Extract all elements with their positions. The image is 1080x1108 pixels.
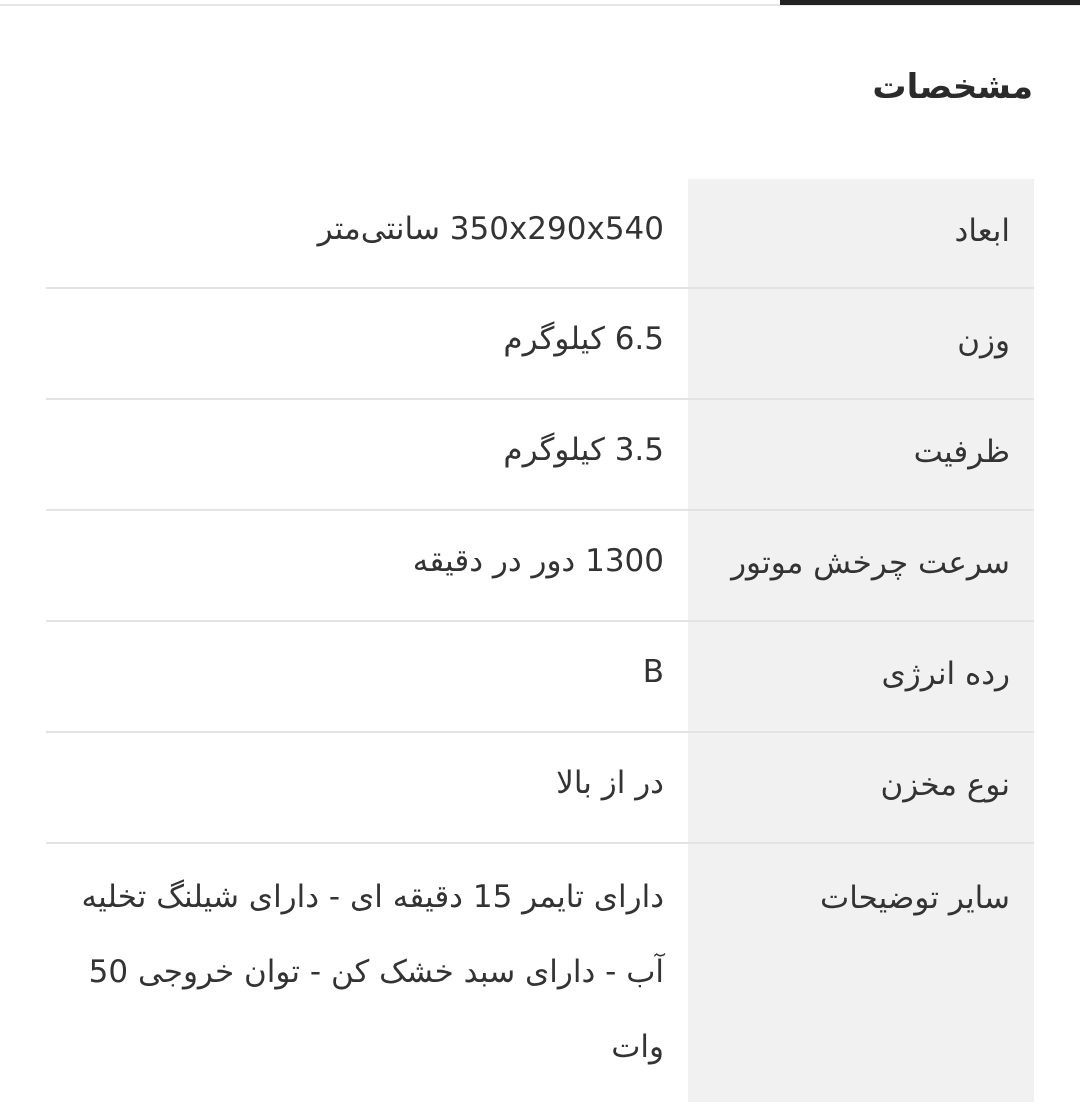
spec-label: وزن — [688, 289, 1034, 398]
spec-label: ظرفیت — [688, 400, 1034, 509]
spec-value: B — [642, 654, 664, 690]
spec-label: سرعت چرخش موتور — [688, 511, 1034, 620]
spec-value: دارای تایمر 15 دقیقه ای - دارای شیلنگ تخلیه آب - دارای سبد خشک کن - توان خروجی 50 وات — [81, 879, 664, 1065]
spec-label: نوع مخزن — [688, 733, 1034, 842]
spec-row-dimensions — [46, 179, 1034, 289]
spec-value: 3.5 کیلوگرم — [503, 432, 664, 468]
spec-label: سایر توضیحات — [688, 844, 1034, 1102]
spec-value: 1300 دور در دقیقه — [412, 543, 664, 579]
spec-row-energy-class — [46, 622, 1034, 733]
active-tab-indicator[interactable] — [780, 0, 1080, 5]
spec-value: 6.5 کیلوگرم — [503, 321, 664, 357]
spec-row-capacity — [46, 400, 1034, 511]
spec-row-tank-type — [46, 733, 1034, 844]
section-title: مشخصات — [872, 67, 1033, 107]
spec-label: ابعاد — [688, 179, 1034, 287]
spec-label: رده انرژی — [688, 622, 1034, 731]
spec-row-spin-speed — [46, 511, 1034, 622]
specs-table — [46, 179, 1034, 1102]
spec-row-weight — [46, 289, 1034, 400]
spec-value: 350x290x540 سانتی‌متر — [317, 211, 664, 247]
spec-value: در از بالا — [556, 765, 664, 801]
spec-row-other-description — [46, 844, 1034, 1102]
tab-strip — [0, 0, 1080, 6]
